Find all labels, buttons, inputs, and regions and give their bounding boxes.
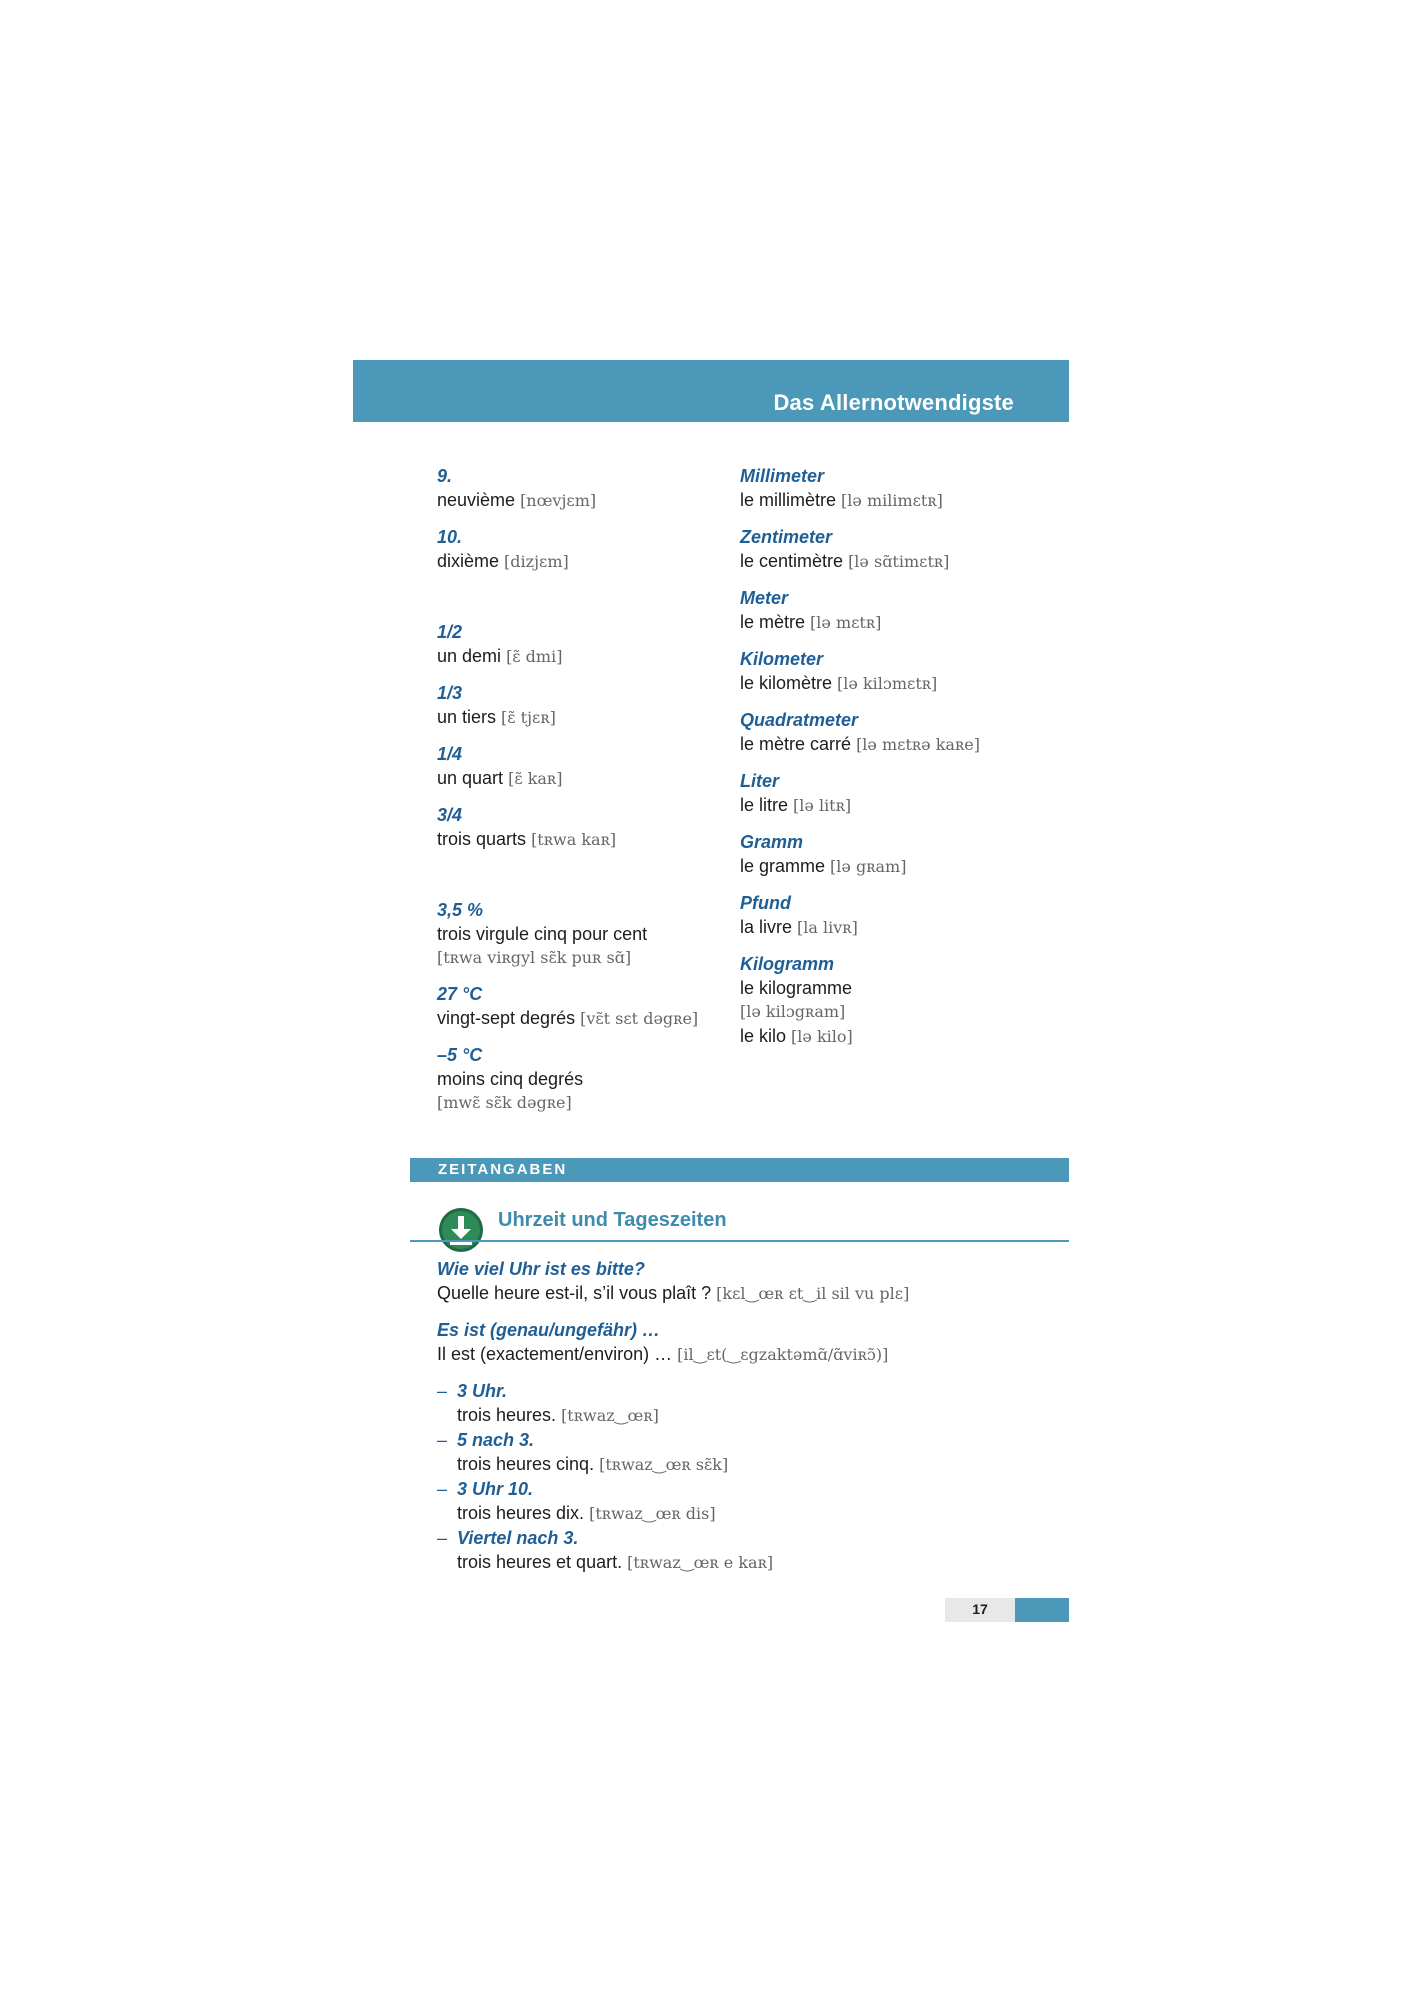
german-phrase: 3 Uhr. (457, 1381, 508, 1401)
french-text: le kilogramme (740, 978, 853, 998)
german-term: 9. (437, 466, 453, 486)
french-text: vingt-sept degrés (437, 1008, 576, 1028)
download-icon (438, 1207, 484, 1253)
french-text: la livre (740, 917, 793, 937)
german-term: Quadratmeter (740, 710, 859, 730)
section-heading-bar (410, 1158, 1069, 1182)
pronunciation: [lə gʀam] (830, 857, 907, 876)
french-text: le kilomètre (740, 673, 833, 693)
german-term: Kilometer (740, 649, 824, 669)
vocab-entry (740, 708, 1060, 757)
vocab-entry (740, 525, 1060, 574)
section-label: ZEITANGABEN (438, 1161, 568, 1178)
pronunciation: [tʀwa kaʀ] (531, 830, 617, 849)
german-term: Zentimeter (740, 527, 833, 547)
french-translation (740, 610, 1060, 635)
vocab-entry (437, 982, 727, 1031)
french-translation (437, 488, 727, 513)
subsection-title: Uhrzeit und Tageszeiten (498, 1209, 727, 1231)
pronunciation: [vɛ̃t sɛt dəgʀe] (580, 1009, 699, 1028)
french-translation (457, 1550, 1057, 1575)
french-text: Il est (exactement/environ) … (437, 1344, 673, 1364)
pronunciation: [lə milimɛtʀ] (841, 491, 943, 510)
vocab-entry (740, 830, 1060, 879)
pronunciation: [kɛl‿œʀ ɛt‿il sil vu plɛ] (716, 1284, 910, 1303)
french-translation (437, 1281, 1057, 1306)
pronunciation: [nœvjɛm] (520, 491, 597, 510)
subsection-rule (410, 1240, 1069, 1242)
french-text: dixième (437, 551, 500, 571)
french-translation (437, 705, 727, 730)
german-term: 10. (437, 527, 463, 547)
pronunciation: [tʀwaz‿œʀ dis] (589, 1504, 716, 1523)
vocab-entry (740, 769, 1060, 818)
german-term: 27 °C (437, 984, 483, 1004)
german-phrase: Wie viel Uhr ist es bitte? (437, 1259, 645, 1279)
dash-bullet: – (437, 1430, 448, 1450)
list-item (437, 1477, 1057, 1526)
german-term: –5 °C (437, 1045, 483, 1065)
vocab-entry (740, 586, 1060, 635)
french-text: le litre (740, 795, 789, 815)
german-term: Millimeter (740, 466, 825, 486)
french-text: trois heures dix. (457, 1503, 585, 1523)
french-text: le gramme (740, 856, 826, 876)
french-translation (457, 1403, 1057, 1428)
german-phrase: 5 nach 3. (457, 1430, 535, 1450)
german-term: Kilogramm (740, 954, 835, 974)
pronunciation: [lə kilɔgʀam] (740, 1002, 846, 1021)
pronunciation: [mwɛ̃ sɛ̃k dəgʀe] (437, 1093, 572, 1112)
german-term: 3,5 % (437, 900, 484, 920)
pronunciation: [tʀwaz‿œʀ sɛ̃k] (599, 1455, 729, 1474)
french-translation (437, 827, 727, 852)
french-text: trois heures cinq. (457, 1454, 595, 1474)
vocab-entry (740, 647, 1060, 696)
pronunciation: [lə kilo] (791, 1027, 853, 1046)
french-translation (437, 549, 727, 574)
german-term: 1/3 (437, 683, 463, 703)
time-phrases (437, 1257, 1057, 1575)
french-text: le kilo (740, 1026, 787, 1046)
french-translation (437, 1006, 727, 1031)
french-text: moins cinq degrés (437, 1069, 584, 1089)
french-text: un tiers (437, 707, 497, 727)
french-translation (437, 1067, 727, 1115)
french-translation (437, 922, 727, 970)
vocab-entry (740, 891, 1060, 940)
chapter-header (353, 360, 1069, 422)
page-number-box (945, 1598, 1015, 1622)
page-number: 17 (972, 1601, 988, 1617)
french-text: trois virgule cinq pour cent (437, 924, 648, 944)
pronunciation: [tʀwaz‿œʀ e kaʀ] (627, 1553, 774, 1572)
pronunciation: [ɛ̃ kaʀ] (508, 769, 563, 788)
vocab-entry (437, 620, 727, 669)
french-translation (457, 1501, 1057, 1526)
french-translation (740, 488, 1060, 513)
german-term: 1/2 (437, 622, 463, 642)
page-number-accent (1015, 1598, 1069, 1622)
french-translation (437, 766, 727, 791)
german-term: 1/4 (437, 744, 463, 764)
french-translation (457, 1452, 1057, 1477)
french-text: trois heures et quart. (457, 1552, 623, 1572)
german-term: 3/4 (437, 805, 463, 825)
list-item (437, 1428, 1057, 1477)
german-term: Meter (740, 588, 789, 608)
vocab-entry (437, 681, 727, 730)
time-example-list (437, 1379, 1057, 1575)
dash-bullet: – (437, 1479, 448, 1499)
german-phrase: Es ist (genau/ungefähr) … (437, 1320, 661, 1340)
french-text: le mètre (740, 612, 806, 632)
pronunciation: [lə mɛtʀə kaʀe] (856, 735, 980, 754)
vocab-entry (740, 464, 1060, 513)
french-translation (740, 732, 1060, 757)
chapter-title: Das Allernotwendigste (773, 390, 1014, 415)
vocab-entry (437, 742, 727, 791)
pronunciation: [ɛ̃ tjɛʀ] (501, 708, 556, 727)
vocab-entry (437, 525, 727, 574)
german-term: Liter (740, 771, 780, 791)
french-translation (740, 854, 1060, 879)
pronunciation: [ɛ̃ dmi] (506, 647, 563, 666)
french-translation (740, 549, 1060, 574)
vocab-entry (437, 464, 727, 513)
french-text: le millimètre (740, 490, 837, 510)
dash-bullet: – (437, 1528, 448, 1548)
pronunciation: [la livʀ] (797, 918, 858, 937)
french-translation (740, 671, 1060, 696)
vocab-entry (437, 803, 727, 852)
french-text: neuvième (437, 490, 516, 510)
french-translation (740, 915, 1060, 940)
german-term: Pfund (740, 893, 791, 913)
french-translation (437, 1342, 1057, 1367)
french-translation (740, 976, 1060, 1049)
pronunciation: [il‿ɛt(‿ɛgzaktəmɑ̃/ɑ̃viʀɔ̃)] (677, 1345, 889, 1364)
german-phrase: Viertel nach 3. (457, 1528, 579, 1548)
list-item (437, 1379, 1057, 1428)
german-phrase: 3 Uhr 10. (457, 1479, 534, 1499)
french-text: un demi (437, 646, 502, 666)
french-text: le centimètre (740, 551, 844, 571)
pronunciation: [lə kilɔmɛtʀ] (837, 674, 938, 693)
vocab-column-right (740, 464, 1060, 1061)
pronunciation: [tʀwa viʀgyl sɛ̃k puʀ sɑ̃] (437, 948, 632, 967)
dash-bullet: – (437, 1381, 448, 1401)
vocab-column-left (437, 464, 727, 1127)
vocab-entry (740, 952, 1060, 1049)
list-item (437, 1526, 1057, 1575)
french-text: trois quarts (437, 829, 527, 849)
french-translation (740, 793, 1060, 818)
vocab-entry (437, 898, 727, 970)
vocab-entry (437, 1043, 727, 1115)
pronunciation: [lə mɛtʀ] (810, 613, 882, 632)
pronunciation: [lə litʀ] (793, 796, 852, 815)
phrase-entry (437, 1257, 1057, 1306)
pronunciation: [dizjɛm] (504, 552, 569, 571)
german-term: Gramm (740, 832, 804, 852)
french-translation (437, 644, 727, 669)
french-text: trois heures. (457, 1405, 557, 1425)
french-text: un quart (437, 768, 504, 788)
pronunciation: [lə sɑ̃timɛtʀ] (848, 552, 950, 571)
phrase-entry (437, 1318, 1057, 1367)
french-text: le mètre carré (740, 734, 852, 754)
pronunciation: [tʀwaz‿œʀ] (561, 1406, 659, 1425)
french-text: Quelle heure est-il, s’il vous plaît ? (437, 1283, 712, 1303)
